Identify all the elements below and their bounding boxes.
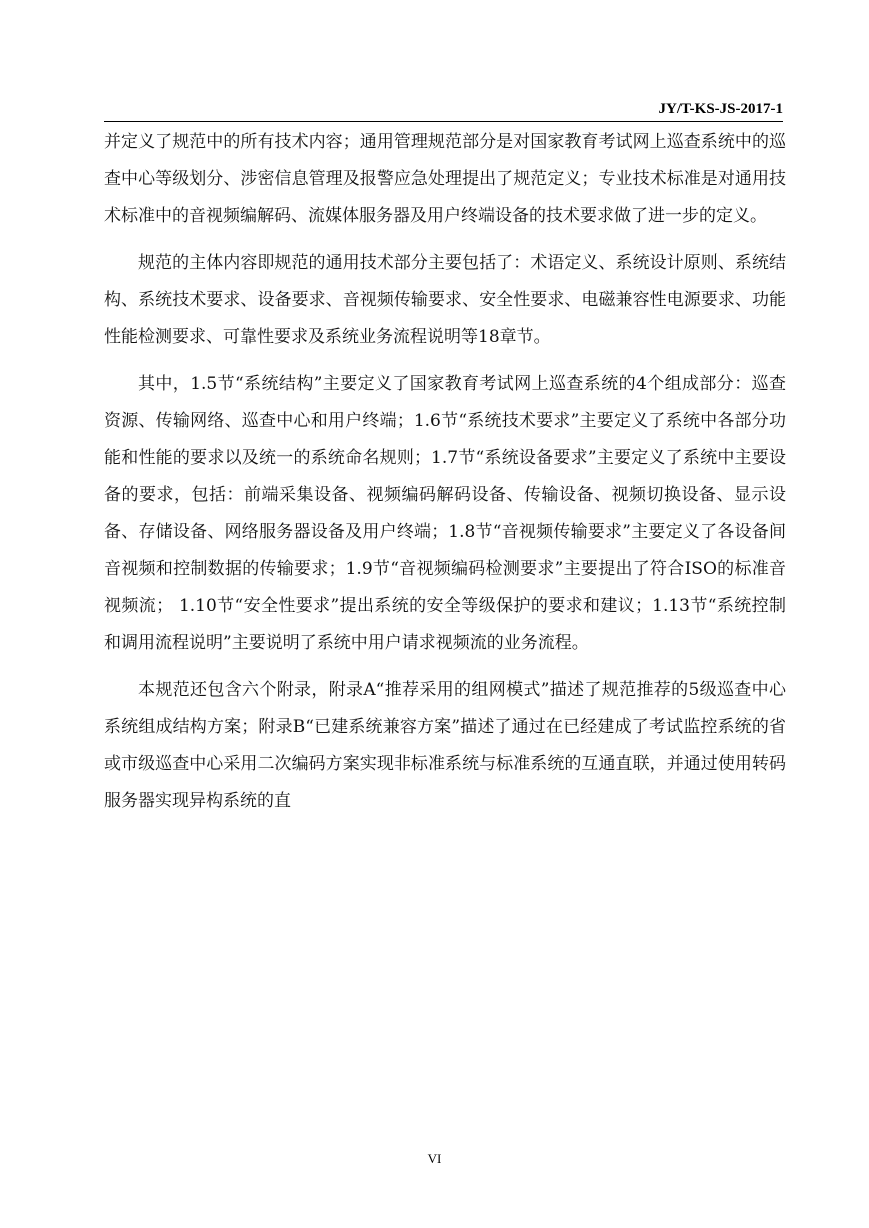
paragraph-appendices: 本规范还包含六个附录，附录A“推荐采用的组网模式”描述了规范推荐的5级巡查中心系统组成结构方案；附录B“已建系统兼容方案”描述了通过在已经建成了考试监控系统的省或市级巡查中心采用二次编码方案实现非标准系统与标准系统的互通直联，并通过使用转码服务器实现异构系统的直 — [104, 680, 786, 811]
page-number: VI — [427, 1151, 442, 1166]
paragraph-continuation: 并定义了规范中的所有技术内容；通用管理规范部分是对国家教育考试网上巡查系统中的巡查中心等级划分、涉密信息管理及报警应急处理提出了规范定义；专业技术标准是对通用技术标准中的音视频编解码、流媒体服务器及用户终端设备的技术要求做了进一步的定义。 — [104, 132, 786, 226]
document-code: JY/T-KS-JS-2017-1 — [658, 101, 783, 117]
body-text — [104, 124, 786, 830]
header-rule — [104, 121, 783, 122]
paragraph-main-content: 规范的主体内容即规范的通用技术部分主要包括了：术语定义、系统设计原则、系统结构、系统技术要求、设备要求、音视频传输要求、安全性要求、电磁兼容性电源要求、功能性能检测要求、可靠性要求及系统业务流程说明等18章节。 — [104, 253, 786, 347]
paragraph-section-summary: 其中，1.5节“系统结构”主要定义了国家教育考试网上巡查系统的4个组成部分：巡查资源、传输网络、巡查中心和用户终端；1.6节“系统技术要求”主要定义了系统中各部分功能和性能的要求以及统一的系统命名规则；1.7节“系统设备要求”主要定义了系统中主要设备的要求，包括：前端采集设备、视频编码解码设备、传输设备、视频切换设备、显示设备、存储设备、网络服务器设备及用户终端；1.8节“音视频传输要求”主要定义了各设备间音视频和控制数据的传输要求；1.9节“音视频编码检测要求”主要提出了符合ISO的标准音视频流； 1.10节“安全性要求”提出系统的安全等级保护的要求和建议；1.13节“系统控制和调用流程说明”主要说明了系统中用户请求视频流的业务流程。 — [104, 374, 786, 653]
